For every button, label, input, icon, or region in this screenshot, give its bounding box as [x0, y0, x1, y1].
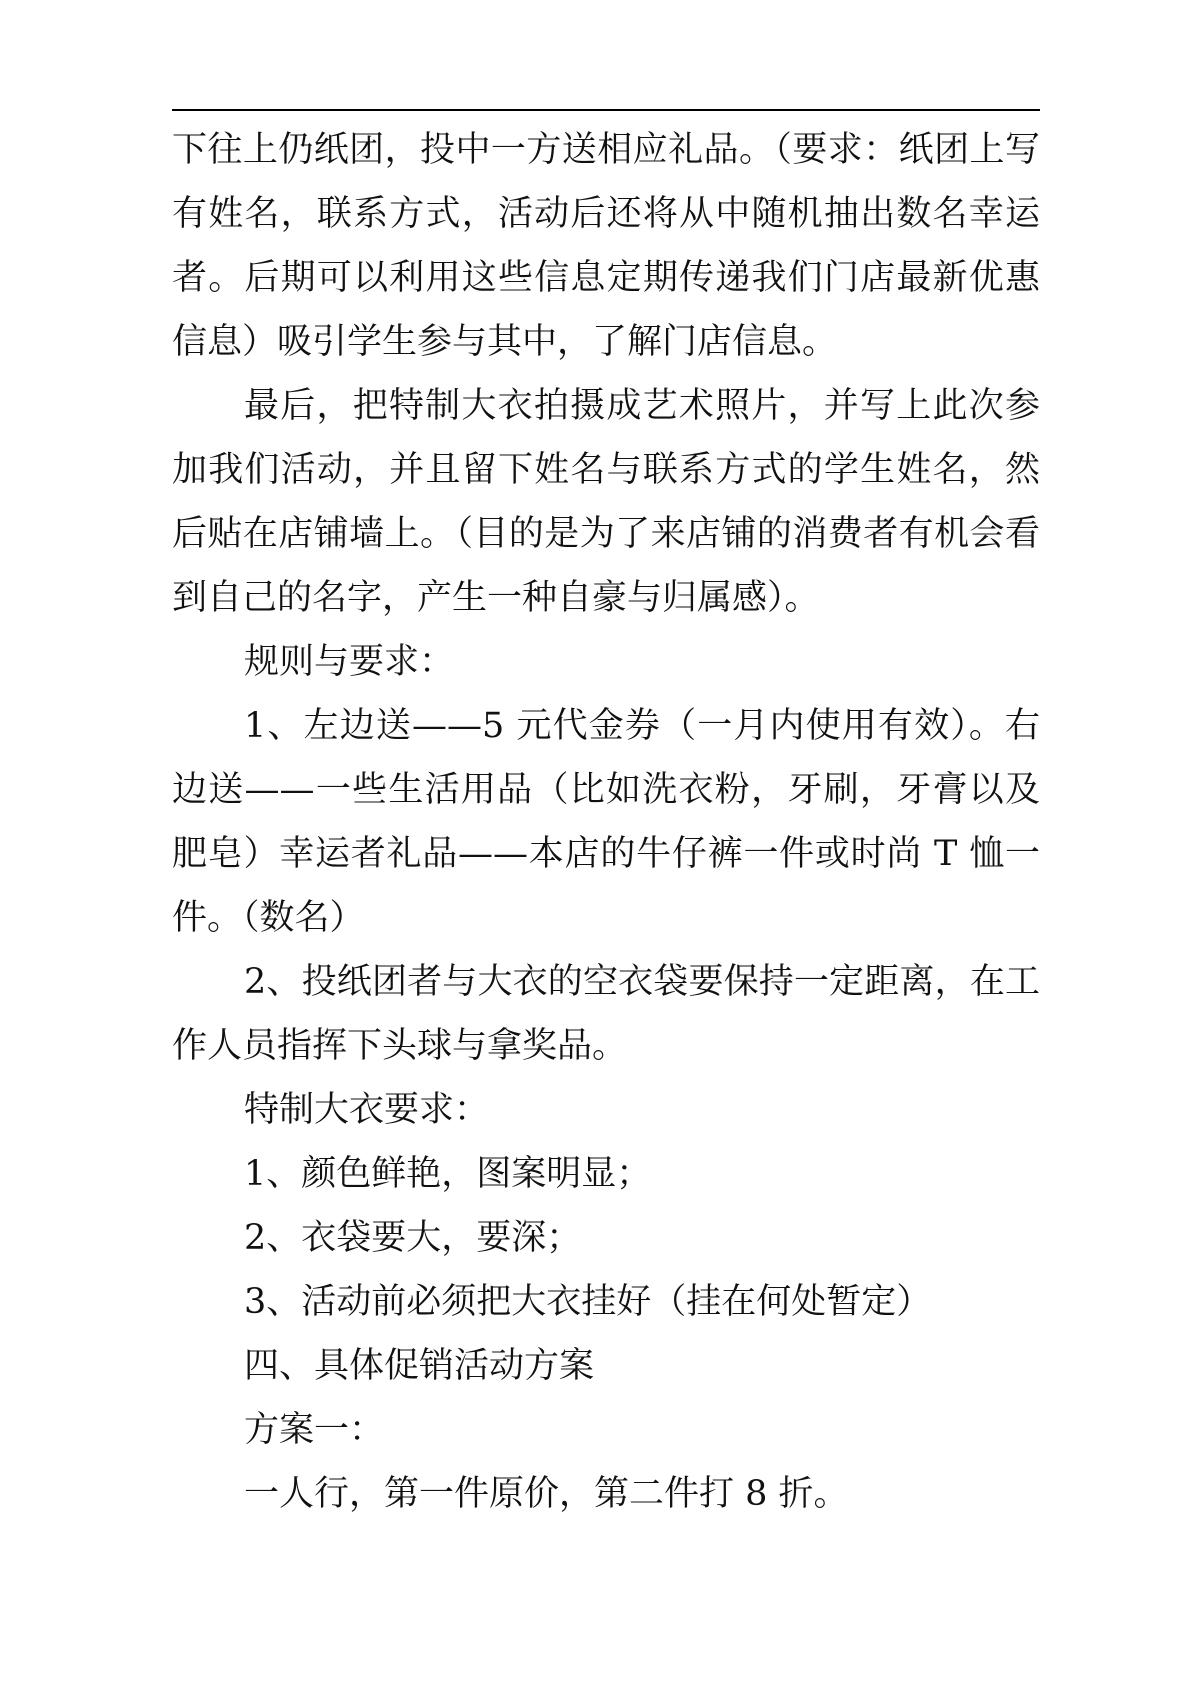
plan-one-label: 方案一： [244, 1410, 385, 1450]
plan-one-detail: 一人行，第一件原价，第二件打 8 折。 [244, 1474, 849, 1514]
coat-requirement-3: 3、活动前必须把大衣挂好（挂在何处暂定） [244, 1282, 932, 1322]
document-body [172, 118, 1040, 1526]
rule-item-1: 1、左边送——5 元代金券（一月内使用有效）。右边送——一些生活用品（比如洗衣粉，牙刷，牙膏以及肥皂）幸运者礼品——本店的牛仔裤一件或时尚 T 恤一件。（数名） [172, 706, 1040, 938]
rule-item-2: 2、投纸团者与大衣的空衣袋要保持一定距离，在工作人员指挥下头球与拿奖品。 [172, 962, 1040, 1066]
section-heading-promotion-plan: 四、具体促销活动方案 [244, 1346, 595, 1386]
coat-requirement-2: 2、衣袋要大，要深； [244, 1218, 582, 1258]
paragraph-photo: 最后，把特制大衣拍摄成艺术照片，并写上此次参加我们活动，并且留下姓名与联系方式的学生姓名，然后贴在店铺墙上。（目的是为了来店铺的消费者有机会看到自己的名字，产生一种自豪与归属感）。 [172, 386, 1040, 618]
paragraph-continuation: 下往上仍纸团，投中一方送相应礼品。（要求：纸团上写有姓名，联系方式，活动后还将从中随机抽出数名幸运者。后期可以利用这些信息定期传递我们门店最新优惠信息）吸引学生参与其中，了解门店信息。 [172, 130, 1040, 362]
coat-requirement-1: 1、颜色鲜艳，图案明显； [244, 1154, 652, 1194]
heading-rules: 规则与要求： [244, 642, 455, 682]
header-rule [172, 109, 1040, 111]
heading-coat-requirements: 特制大衣要求： [244, 1090, 490, 1130]
